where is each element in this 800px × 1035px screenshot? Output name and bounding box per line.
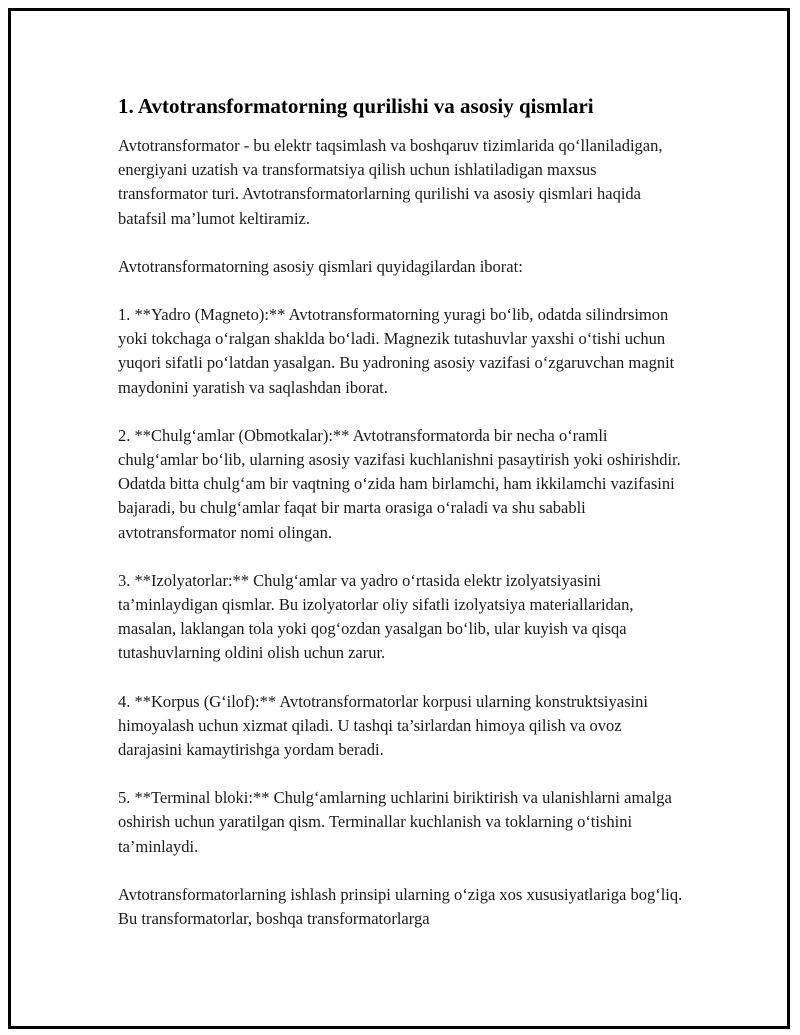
parts-lead-paragraph: Avtotransformatorning asosiy qismlari quyidagilardan iborat: — [118, 256, 523, 276]
part-windings-paragraph: 2. **Chulg‘amlar (Obmotkalar):** Avtotransformatorda bir necha o‘ramli chulg‘amlar bo‘lib, ularning asosiy vazifasi kuchlanishni pasaytirish yoki oshirishdir. Odatda bitta chulg‘am bir vaqtning o‘zida ham birlamchi, ham ikkilamchi vazifasini bajaradi, bu chulg‘amlar faqat bir marta orasiga o‘raladi va shu sababli avtotransformator nomi olingan. — [118, 425, 681, 542]
principle-paragraph: Avtotransformatorlarning ishlash prinsipi ularning o‘ziga xos xususiyatlariga bog‘liq. Bu transformatorlar, boshqa transformatorlarga — [118, 884, 683, 929]
part-housing-paragraph: 4. **Korpus (G‘ilof):** Avtotransformatorlar korpusi ularning konstruktsiyasini himoyalash uchun xizmat qiladi. U tashqi ta’sirlardan himoya qilish va ovoz darajasini kamaytirishga yordam beradi. — [118, 691, 648, 760]
section-heading: 1. Avtotransformatorning qurilishi va asosiy qismlari — [118, 94, 594, 118]
part-insulators-paragraph: 3. **Izolyatorlar:** Chulg‘amlar va yadro o‘rtasida elektr izolyatsiyasini ta’minlaydigan qismlar. Bu izolyatorlar oliy sifatli izolyatsiya materiallaridan, masalan, laklangan tola yoki qog‘ozdan yasalgan bo‘lib, ular kuyish va qisqa tutashuvlarning oldini olish uchun zarur. — [118, 570, 634, 663]
document-body — [118, 92, 688, 955]
part-terminal-paragraph: 5. **Terminal bloki:** Chulg‘amlarning uchlarini biriktirish va ulanishlarni amalga oshirish uchun yaratilgan qism. Terminallar kuchlanish va toklarning o‘tishini ta’minlaydi. — [118, 788, 672, 856]
part-core-paragraph: 1. **Yadro (Magneto):** Avtotransformatorning yuragi bo‘lib, odatda silindrsimon yoki tokchaga o‘ralgan shaklda bo‘ladi. Magnezik tutashuvlar yaxshi o‘tishi uchun yuqori sifatli po‘latdan yasalgan. Bu yadroning asosiy vazifasi o‘zgaruvchan magnit maydonini yaratish va saqlashdan iborat. — [118, 305, 675, 397]
intro-paragraph: Avtotransformator - bu elektr taqsimlash va boshqaruv tizimlarida qo‘llaniladigan, energiyani uzatish va transformatsiya qilish uchun ishlatiladigan maxsus transformator turi. Avtotransformatorlarning qurilishi va asosiy qismlari haqida batafsil ma’lumot keltiramiz. — [118, 136, 663, 228]
